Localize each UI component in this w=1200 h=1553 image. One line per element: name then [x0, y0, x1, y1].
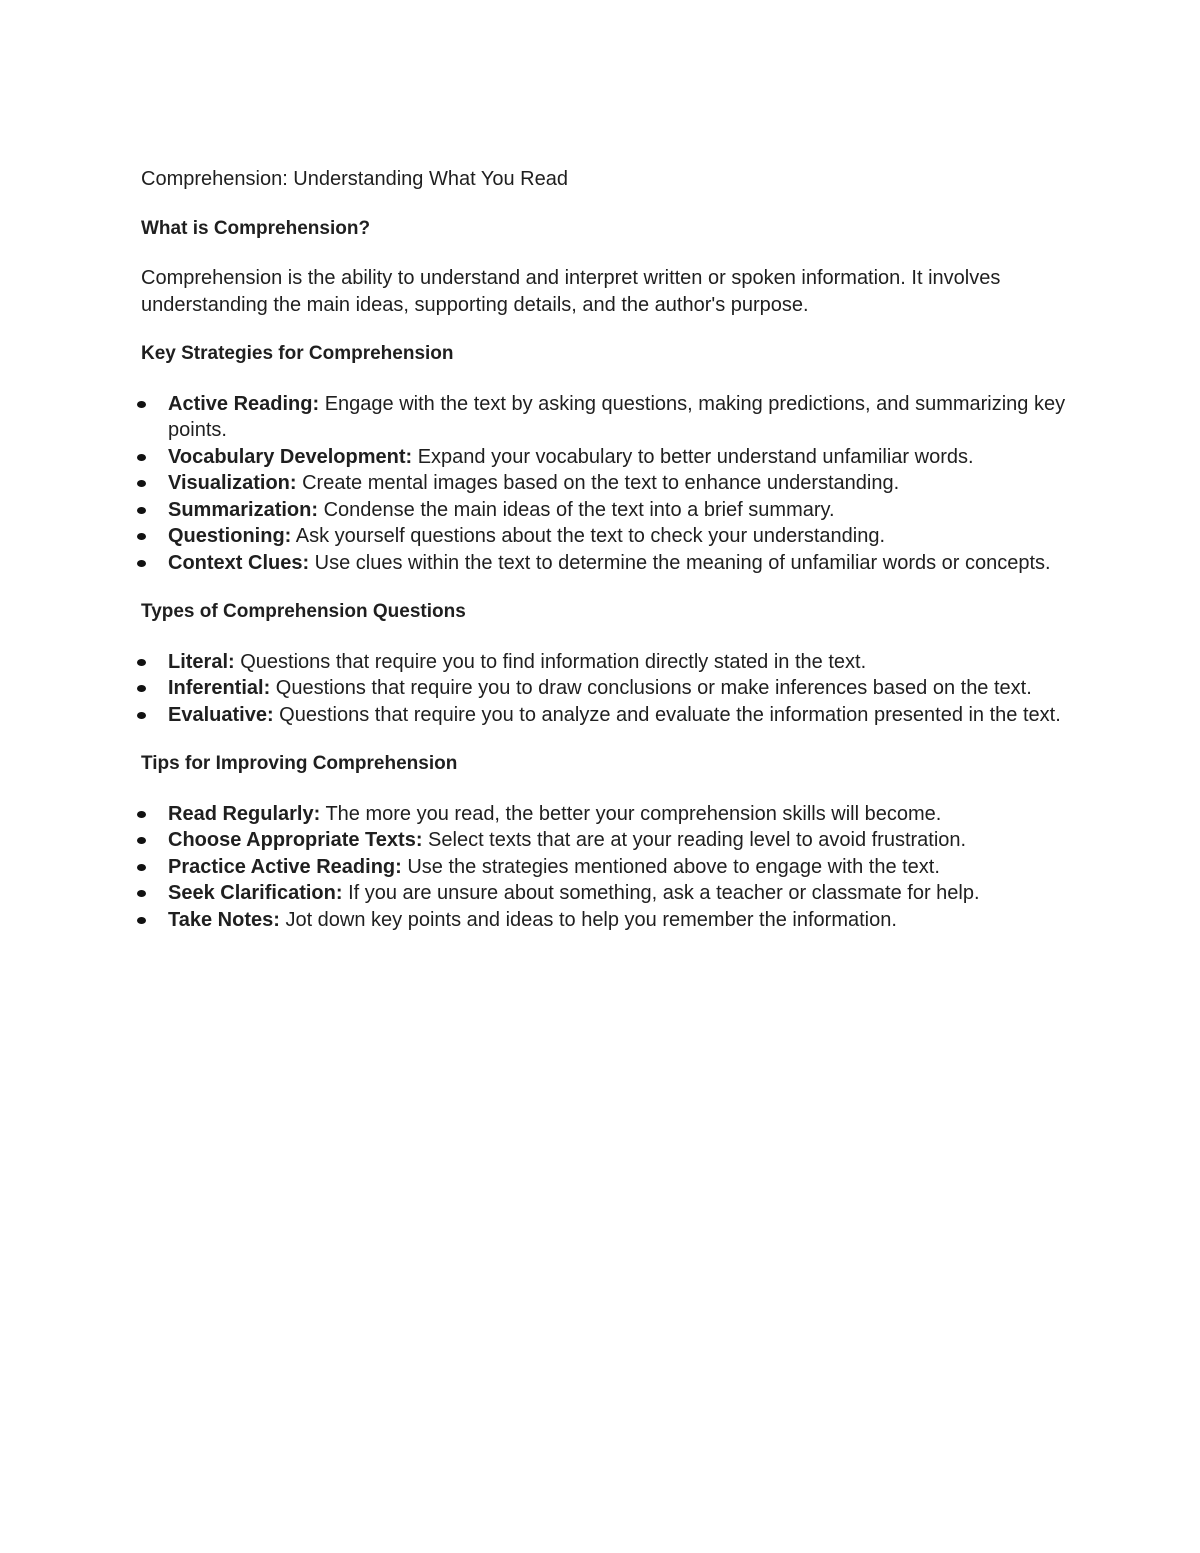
item-text: Select texts that are at your reading level to avoid frustration. [422, 829, 967, 851]
bullet-icon [137, 685, 146, 692]
section-heading-question-types: Types of Comprehension Questions [141, 601, 466, 622]
item-term: Context Clues: [168, 551, 310, 574]
list-item [141, 675, 1071, 702]
bullet-icon [137, 890, 146, 897]
item-text: If you are unsure about something, ask a teacher or classmate for help. [342, 882, 980, 904]
document-body [141, 166, 1071, 956]
item-text: Condense the main ideas of the text into a brief summary. [318, 498, 835, 521]
item-text: Engage with the text by asking questions, making predictions, and summarizing key points. [168, 392, 1066, 441]
item-term: Read Regularly: [168, 802, 321, 825]
item-term: Practice Active Reading: [168, 855, 402, 878]
list-item [141, 649, 1071, 676]
item-text: Questions that require you to draw conclusions or make inferences based on the text. [270, 677, 1032, 699]
list-item [141, 444, 1071, 471]
bullet-icon [137, 507, 146, 514]
item-text: Create mental images based on the text to enhance understanding. [296, 472, 900, 494]
question-types-list [141, 649, 1071, 729]
tips-list [141, 801, 1071, 934]
what-is-paragraph: Comprehension is the ability to understand and interpret written or spoken information. It involves understanding the main ideas, supporting details, and the author's purpose. [141, 267, 1001, 316]
list-item [141, 907, 1071, 934]
bullet-icon [137, 864, 146, 871]
list-item [141, 470, 1071, 497]
list-item [141, 497, 1071, 524]
list-item [141, 391, 1071, 444]
item-term: Literal: [168, 650, 235, 673]
bullet-icon [137, 811, 146, 818]
bullet-icon [137, 480, 146, 487]
section-heading-what-is: What is Comprehension? [141, 217, 371, 239]
item-term: Active Reading: [168, 392, 320, 415]
document-title: Comprehension: Understanding What You Read [141, 168, 568, 190]
item-text: Expand your vocabulary to better understand unfamiliar words. [412, 445, 974, 468]
item-term: Inferential: [168, 677, 271, 699]
key-strategies-list [141, 391, 1071, 577]
list-item [141, 854, 1071, 881]
list-item [141, 880, 1071, 907]
item-term: Summarization: [168, 498, 319, 521]
list-item [141, 827, 1071, 854]
item-text: Ask yourself questions about the text to check your understanding. [291, 525, 886, 547]
item-text: Jot down key points and ideas to help you remember the information. [279, 908, 897, 931]
bullet-icon [137, 712, 146, 719]
bullet-icon [137, 837, 146, 844]
item-text: Questions that require you to find information directly stated in the text. [234, 650, 867, 673]
list-item [141, 550, 1071, 577]
item-term: Seek Clarification: [168, 882, 343, 904]
bullet-icon [137, 533, 146, 540]
item-text: The more you read, the better your comprehension skills will become. [320, 802, 942, 825]
list-item [141, 702, 1071, 729]
list-item [141, 523, 1071, 550]
bullet-icon [137, 454, 146, 461]
section-heading-key-strategies: Key Strategies for Comprehension [141, 343, 454, 364]
item-text: Use the strategies mentioned above to engage with the text. [401, 855, 940, 878]
item-term: Vocabulary Development: [168, 445, 413, 468]
item-text: Use clues within the text to determine the meaning of unfamiliar words or concepts. [309, 551, 1051, 574]
item-text: Questions that require you to analyze and evaluate the information presented in the text. [273, 703, 1061, 726]
bullet-icon [137, 560, 146, 567]
item-term: Questioning: [168, 525, 292, 547]
item-term: Visualization: [168, 472, 297, 494]
list-item [141, 801, 1071, 828]
bullet-icon [137, 659, 146, 666]
bullet-icon [137, 401, 146, 408]
item-term: Choose Appropriate Texts: [168, 829, 423, 851]
section-heading-tips: Tips for Improving Comprehension [141, 753, 458, 774]
item-term: Take Notes: [168, 908, 280, 931]
bullet-icon [137, 917, 146, 924]
item-term: Evaluative: [168, 703, 274, 726]
